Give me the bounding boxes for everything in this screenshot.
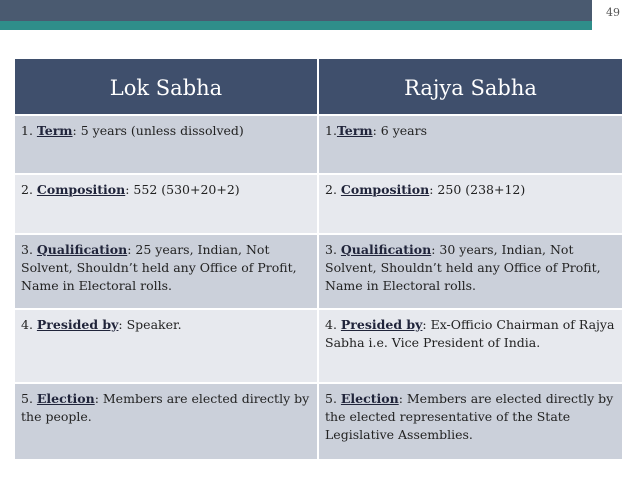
qualification-keyword: Qualification bbox=[36, 242, 128, 257]
election-keyword: Election bbox=[340, 391, 399, 406]
row-prefix: 5. bbox=[325, 391, 341, 406]
rajya-sabha-term-cell bbox=[318, 115, 623, 174]
row-prefix: 3. bbox=[325, 242, 341, 257]
row-prefix: 4. bbox=[325, 317, 341, 332]
lok-sabha-election-cell bbox=[14, 383, 318, 460]
row-prefix: 3. bbox=[21, 242, 37, 257]
lok-sabha-term-cell bbox=[14, 115, 318, 174]
top-bar-accent bbox=[0, 21, 638, 30]
election-text: : Members are elected directly by the people. bbox=[21, 391, 310, 424]
row-prefix: 5. bbox=[21, 391, 37, 406]
lok-sabha-qualification-cell bbox=[14, 234, 318, 309]
rajya-sabha-composition-cell bbox=[318, 174, 623, 234]
presided-by-text: : Speaker. bbox=[118, 317, 182, 332]
row-prefix: 1. bbox=[325, 123, 337, 138]
qualification-keyword: Qualification bbox=[340, 242, 432, 257]
term-keyword: Term bbox=[36, 123, 73, 138]
term-keyword: Term bbox=[336, 123, 373, 138]
comparison-table bbox=[14, 58, 623, 460]
header-rajya-sabha: Rajya Sabha bbox=[318, 58, 623, 115]
composition-text: : 552 (530+20+2) bbox=[125, 182, 240, 197]
presided-by-text: : Ex-Officio Chairman of Rajya Sabha i.e. Vice President of India. bbox=[325, 317, 615, 350]
presided-by-keyword: Presided by bbox=[36, 317, 119, 332]
qualification-text: : 25 years, Indian, Not Solvent, Shouldn’t held any Office of Profit, Name in Electoral rolls. bbox=[21, 242, 297, 293]
rajya-sabha-presided-by-cell bbox=[318, 309, 623, 383]
term-text: : 5 years (unless dissolved) bbox=[72, 123, 244, 138]
slide-number: 49 bbox=[606, 6, 620, 19]
row-prefix: 4. bbox=[21, 317, 37, 332]
term-text: : 6 years bbox=[372, 123, 427, 138]
row-prefix: 1. bbox=[21, 123, 37, 138]
composition-text: : 250 (238+12) bbox=[429, 182, 526, 197]
election-text: : Members are elected directly by the elected representative of the State Legislative Assemblies. bbox=[325, 391, 614, 442]
lok-sabha-composition-cell bbox=[14, 174, 318, 234]
rajya-sabha-qualification-cell bbox=[318, 234, 623, 309]
rajya-sabha-election-cell bbox=[318, 383, 623, 460]
composition-keyword: Composition bbox=[36, 182, 126, 197]
lok-sabha-presided-by-cell bbox=[14, 309, 318, 383]
qualification-text: : 30 years, Indian, Not Solvent, Shouldn’t held any Office of Profit, Name in Electoral rolls. bbox=[325, 242, 601, 293]
composition-keyword: Composition bbox=[340, 182, 430, 197]
presided-by-keyword: Presided by bbox=[340, 317, 423, 332]
header-lok-sabha: Lok Sabha bbox=[14, 58, 318, 115]
row-prefix: 2. bbox=[21, 182, 37, 197]
row-prefix: 2. bbox=[325, 182, 341, 197]
top-bar bbox=[0, 0, 638, 21]
election-keyword: Election bbox=[36, 391, 95, 406]
